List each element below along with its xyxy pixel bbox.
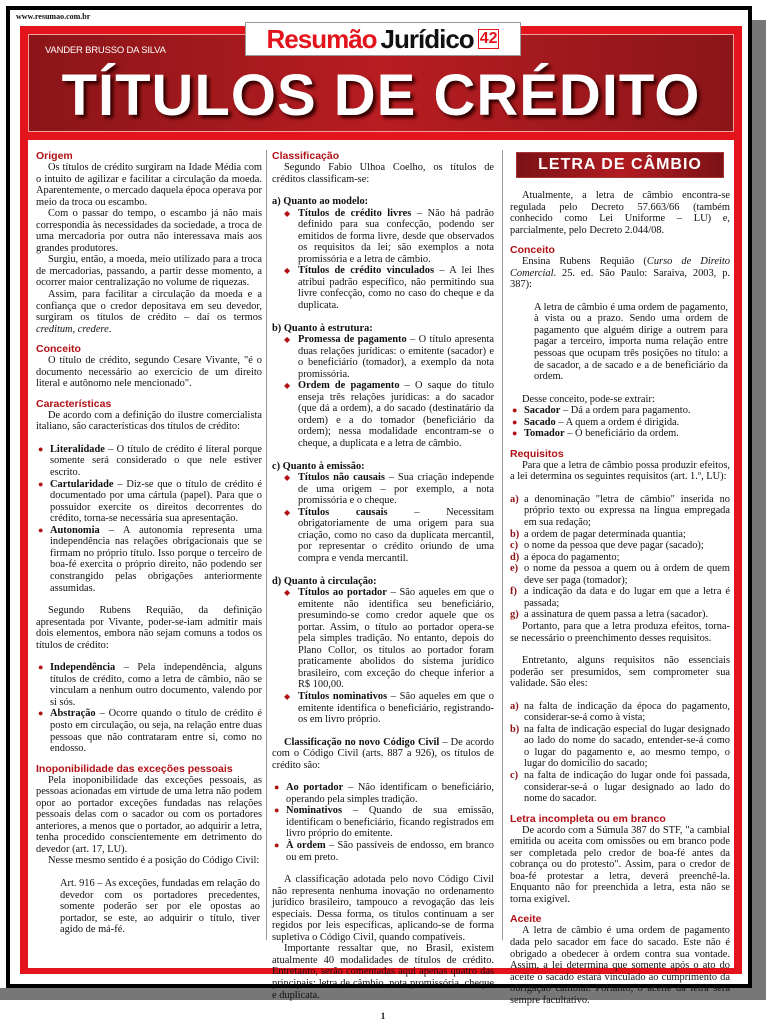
list-item <box>272 472 494 507</box>
bullet-icon: ◆ <box>284 381 291 391</box>
item-text: – Não identificam o beneficiário, operando pela simples tradição. <box>286 782 494 805</box>
list-item <box>272 782 494 805</box>
item-text: a época do pagamento; <box>524 551 620 563</box>
item-term: Títulos causais <box>298 506 388 518</box>
lettered-item <box>510 494 730 529</box>
text-run: Importante ressaltar que, no Brasil, existem atualmente 40 modalidades de títulos de crédito. Entretanto, serão comentadas aqui apenas quatro das principais: letra de câmbio, nota promissória, cheque e duplicata. <box>272 943 494 1001</box>
paragraph <box>272 162 494 185</box>
section-heading: Inoponibilidade das exceções pessoais <box>36 762 233 775</box>
text-run: A letra de câmbio é uma ordem de pagamento dada pelo sacador em face do sacado. Este não é obrigado a obedecer à ordem contra sua vontade. Assim, a lei determina que somente após o ato do aceite o sacado estará vinculado ao cumprimento da obrigação cambial. Portanto, o aceite da letra será sempre facultativo. <box>510 925 730 1006</box>
author-name: VANDER BRUSSO DA SILVA <box>45 45 166 56</box>
item-text: na falta de indicação especial do lugar designado ao lado do nome do sacado, entender-se-á como o lugar do pagamento e, ao mesmo tempo, o lugar do domicílio do sacado; <box>524 723 730 770</box>
lettered-item <box>510 609 730 621</box>
paragraph <box>510 190 730 236</box>
spacer <box>272 185 494 196</box>
item-text: – O título de crédito é literal porque somente será considerado o que nele estiver escrito. <box>50 443 262 479</box>
bullet-icon: ● <box>38 478 44 489</box>
paragraph <box>36 355 262 390</box>
paragraph <box>510 256 730 291</box>
item-term: Títulos não causais <box>298 472 385 484</box>
bullet-icon: ◆ <box>284 208 291 218</box>
lettered-item <box>510 724 730 770</box>
paragraph <box>36 605 262 651</box>
item-term: Autonomia <box>50 524 100 536</box>
item-letter: b) <box>510 528 520 540</box>
item-text: – A lei lhes atribui padrão específico, não permitindo sua livre confecção, como no caso do cheque e da duplicata. <box>298 265 494 312</box>
paragraph <box>36 410 262 433</box>
text-run: Pela inoponibilidade das exceções pessoais, as pessoas acionadas em virtude de uma letra não podem opor ao portador exceções fundadas nas relações pessoais delas com o sacador ou com os portadores anteriores, a menos que o portador, ao adquirir a letra, tenha procedido conscientemente em detrimento do devedor (art. 17, LU). <box>36 774 262 855</box>
item-text: – São aqueles em que o emitente não identifica seu beneficiário, presumindo-se como credor aquele que os portar. Assim, o título ao portador opera-se pela simples tradição. No entanto, depois do Plano Collor, os títulos ao portador foram praticamente abolidos do sistema jurídico brasileiro, com exceção do cheque inferior a R$ 100,00. <box>298 587 494 691</box>
paragraph <box>510 655 730 690</box>
item-text: – Dá a ordem para pagamento. <box>560 405 691 417</box>
item-term: Literalidade <box>50 443 105 455</box>
list-item <box>36 525 262 594</box>
bullet-icon: ● <box>38 524 44 535</box>
item-letter: a) <box>510 493 519 505</box>
text-run: A classificação adotada pelo novo Código Civil não representa nenhuma inovação no ordenamento jurídico brasileiro, tampouco a revogação das leis especiais. Dessa forma, os títulos continuam a ser regidos por leis específicas, aplicando-se de forma supletiva o Código Civil, quando compatíveis. <box>272 874 494 943</box>
text-run: creditum, credere <box>36 323 109 335</box>
page-number: 1 <box>380 1011 386 1022</box>
item-text: – Não há padrão definido para sua confecção, podendo ser emitidos de forma livre, desde que observados os requisitos da lei; são exemplos a nota promissória e a letra de câmbio. <box>298 207 494 265</box>
subheading: d) Quanto à circulação: <box>272 575 377 587</box>
section-title-box: LETRA DE CÂMBIO <box>516 152 724 178</box>
item-text: – O beneficiário da ordem. <box>564 428 679 440</box>
lettered-item <box>510 540 730 552</box>
spacer <box>272 771 494 782</box>
list-item <box>36 662 262 708</box>
paragraph <box>510 825 730 906</box>
list-item <box>272 691 494 726</box>
item-letter: c) <box>510 769 519 781</box>
item-text: – A autonomia representa uma independência nas relações obrigacionais que se firmam no próprio título. Isso porque o terceiro de boa-fé exercita o próprio direito, não podendo ser constrangido pelas obrigações anteriormente assumidas. <box>50 524 262 594</box>
item-text: – Diz-se que o título de crédito é documentado por uma cártula (papel). Para que o possuidor exercite os direitos decorrentes do crédito, torna-se necessária sua apresentação. <box>50 478 262 525</box>
subheading: b) Quanto à estrutura: <box>272 322 373 334</box>
item-text: – Quando de sua emissão, identificam o beneficiário, ficando registrados em livro próprio do emitente. <box>286 805 494 840</box>
content-area <box>28 140 734 1022</box>
brand-logo <box>245 22 521 56</box>
text-run: Com o passar do tempo, o escambo já não mais correspondia às necessidades da sociedade, a troca de uma mercadoria por outra não interessava mais aos grandes produtores. <box>36 208 262 254</box>
text-run: . <box>108 323 112 335</box>
section-heading: Conceito <box>510 244 555 257</box>
bullet-icon: ● <box>512 416 518 427</box>
spacer <box>272 565 494 576</box>
text-run: De acordo com a definição do ilustre comercialista italiano, são características dos títulos de crédito: <box>36 409 262 433</box>
section-heading: Origem <box>36 150 73 162</box>
spacer <box>272 312 494 323</box>
list-item <box>272 380 494 449</box>
item-term: À ordem <box>286 839 326 851</box>
spacer <box>510 690 730 701</box>
spacer <box>272 450 494 461</box>
paragraph <box>510 621 730 644</box>
list-item <box>272 334 494 380</box>
paragraph <box>272 943 494 1001</box>
paragraph <box>36 289 262 335</box>
subheading: c) Quanto à emissão: <box>272 460 365 472</box>
bullet-icon: ◆ <box>284 266 291 276</box>
text-run: O título de crédito, segundo Cesare Vivante, "é o documento necessário ao exercício de um direito literal e autônomo nele mencionado". <box>36 355 262 390</box>
text-run: – De acordo com o Código Civil (arts. 887 a 926), os títulos de crédito são: <box>272 736 494 771</box>
item-letter: g) <box>510 609 519 621</box>
bullet-icon: ◆ <box>284 335 291 345</box>
text-run: Atualmente, a letra de câmbio encontra-se regulada pelo Decreto 57.663/66 (também conhecido como Lei Uniforme – LU) e, parcialmente, pelo Decreto 2.044/08. <box>510 190 730 236</box>
site-url: www.resumao.com.br <box>16 12 91 21</box>
paragraph <box>36 775 262 856</box>
text-run: Entretanto, alguns requisitos não essenciais poderão ser presumidos, sem comprometer sua validade. São eles: <box>510 655 730 690</box>
spacer <box>510 483 730 494</box>
item-text: a ordem de pagar determinada quantia; <box>524 528 686 540</box>
item-text: – Pela independência, alguns títulos de crédito, como a letra de câmbio, não se vinculam a nenhum outro documento, valendo por si sós. <box>50 662 262 708</box>
item-term: Promessa de pagamento <box>298 334 407 346</box>
section-heading: Letra incompleta ou em branco <box>510 812 666 825</box>
item-text: o nome da pessoa a quem ou à ordem de quem deve ser paga (tomador); <box>524 563 730 586</box>
item-term: Títulos de crédito vinculados <box>298 265 435 277</box>
block-quote: Art. 916 – As exceções, fundadas em relação do devedor com os portadores precedentes, somente poderão ser por ele opostas ao portador, se este, ao adquirir o título, tiver agido de má-fé. <box>60 877 260 936</box>
lettered-item <box>510 701 730 724</box>
lettered-item <box>510 770 730 805</box>
lettered-item <box>510 586 730 609</box>
text-run: De acordo com a Súmula 387 do STF, "a cambial emitida ou aceita com omissões ou em branco pode ser completada pelo credor de boa-fé antes da cobrança ou do protesto". Assim, para o credor de boa-fé protestar a letra, deverá preenchê-la. Enquanto não for preenchida a letra, esta não se torna exigível. <box>510 824 730 905</box>
section-heading: Classificação <box>272 150 340 162</box>
text-run: . 25. ed. São Paulo: Saraiva, 2003, p. 387): <box>510 267 730 291</box>
list-item <box>510 417 730 429</box>
item-letter: a) <box>510 700 519 712</box>
spacer <box>36 594 262 605</box>
page-title: TÍTULOS DE CRÉDITO <box>61 63 701 128</box>
text-run: Curso de Direito Comercial <box>510 256 730 279</box>
item-letter: c) <box>510 540 519 552</box>
item-text: na falta de indicação da época do pagamento, considerar-se-á como à vista; <box>524 700 730 724</box>
text-run: Os títulos de crédito surgiram na Idade Média com o intuito de agilizar e facilitar a circulação da moeda. Aparentemente, o mercado daquela época operava por meio da troca ou escambo. <box>36 162 262 208</box>
bullet-icon: ◆ <box>284 691 291 701</box>
lettered-item <box>510 552 730 564</box>
item-text: – Necessitam obrigatoriamente de uma origem para sua criação, como no caso da duplicata mercantil, por representar o crédito oriundo de uma compra e venda mercantil. <box>298 506 494 564</box>
list-item <box>510 405 730 417</box>
text-run: Assim, para facilitar a circulação da moeda e a confiança que o credor depositava em seu devedor, surgiram os títulos de crédito – daí os termos <box>36 289 262 324</box>
spacer <box>510 291 730 302</box>
item-text: a assinatura de quem passa a letra (sacador). <box>524 609 709 621</box>
list-item <box>272 507 494 565</box>
paragraph <box>272 737 494 772</box>
item-term: Sacado <box>524 416 556 428</box>
spacer <box>36 433 262 444</box>
issue-number: 42 <box>479 30 498 47</box>
paragraph <box>36 855 262 867</box>
paragraph <box>510 394 730 406</box>
bullet-icon: ● <box>38 708 44 719</box>
item-text: – O saque do título enseja três relações jurídicas: a do sacador (que dá a ordem), a do sacado (destinatário da ordem) e a do tomador (beneficiário da ordem); nessa modalidade encontram-se o cheque, a duplicata e a letra de câmbio. <box>298 380 494 450</box>
item-term: Cartularidade <box>50 478 114 490</box>
item-term: Independência <box>50 662 116 674</box>
item-term: Ao portador <box>286 782 344 794</box>
bullet-icon: ◆ <box>284 588 291 598</box>
list-item <box>272 208 494 266</box>
bullet-icon: ● <box>512 428 518 439</box>
item-text: – A quem a ordem é dirigida. <box>555 416 680 428</box>
text-run: Segundo Fabio Ulhoa Coelho, os títulos de créditos classificam-se: <box>272 162 494 185</box>
paragraph <box>272 874 494 943</box>
lettered-item <box>510 563 730 586</box>
paragraph <box>510 925 730 1006</box>
text-run: Desse conceito, pode-se extrair: <box>522 393 655 405</box>
page-shadow <box>752 20 766 1000</box>
item-letter: d) <box>510 551 520 563</box>
item-text: a indicação da data e do lugar em que a letra é passada; <box>524 586 730 609</box>
list-item <box>36 444 262 479</box>
item-term: Tomador <box>524 428 565 440</box>
text-run: Ensina Rubens Requião ( <box>522 256 647 268</box>
bullet-icon: ◆ <box>284 507 291 517</box>
text-run: Para que a letra de câmbio possa produzir efeitos, a lei determina os seguintes requisitos (art. 1.º, LU): <box>510 459 730 483</box>
list-item <box>510 428 730 440</box>
item-term: Títulos nominativos <box>298 690 388 702</box>
bullet-icon: ◆ <box>284 473 291 483</box>
item-text: – Sua criação independe de uma origem – por exemplo, a nota promissória e o cheque. <box>298 472 494 507</box>
spacer <box>510 383 730 394</box>
lettered-item <box>510 529 730 541</box>
bullet-icon: ● <box>38 443 44 454</box>
text-run: Nesse mesmo sentido é a posição do Código Civil: <box>48 855 260 867</box>
list-item <box>36 708 262 754</box>
item-term: Títulos ao portador <box>298 587 387 599</box>
block-quote: A letra de câmbio é uma ordem de pagamento, à vista ou a prazo. Sendo uma ordem de pagamento que alguém dirige a outrem para pagar a terceiro, importa numa relação entre pessoas que ocupam três posições no título: a de sacador, a de sacado e a de beneficiário da ordem. <box>534 301 728 383</box>
item-text: – São passíveis de endosso, em branco ou em preto. <box>286 839 494 863</box>
section-heading: Características <box>36 397 112 410</box>
text-run: Surgiu, então, a moeda, meio utilizado para a troca de mercadorias, passando, a partir desse momento, a ocorrer maior centralização no volume de riquezas. <box>36 254 262 289</box>
list-item <box>272 265 494 311</box>
spacer <box>510 644 730 655</box>
item-letter: e) <box>510 563 519 575</box>
column-3 <box>510 150 730 1006</box>
section-heading: Conceito <box>36 343 81 356</box>
brand-red: Resumão <box>266 24 377 54</box>
item-text: – São aqueles em que o emitente identifica o beneficiário, registrando-os em livro próprio. <box>298 690 494 726</box>
list-item <box>36 479 262 525</box>
list-item <box>272 805 494 840</box>
subheading: a) Quanto ao modelo: <box>272 196 369 208</box>
item-text: a denominação "letra de câmbio" inserida no próprio texto ou expressa na língua empregada em sua redação; <box>524 493 730 529</box>
list-item <box>272 587 494 691</box>
column-divider <box>266 150 267 940</box>
item-term: Títulos de crédito livres <box>298 207 412 219</box>
text-run: Portanto, para que a letra produza efeitos, torna-se necessário o preenchimento desses requisitos. <box>510 620 730 644</box>
bullet-icon: ● <box>512 405 518 416</box>
column-divider <box>502 150 503 940</box>
text-run: Classificação no novo Código Civil <box>284 736 440 748</box>
bullet-icon: ● <box>274 839 280 850</box>
column-2 <box>272 150 494 1022</box>
paragraph <box>510 460 730 483</box>
section-heading: Requisitos <box>510 447 564 460</box>
paragraph <box>36 254 262 289</box>
item-text: – Ocorre quando o título de crédito é posto em circulação, ou seja, na relação entre duas pessoas que não contrataram entre si, como no endosso. <box>50 708 262 755</box>
spacer <box>36 651 262 662</box>
item-letter: b) <box>510 723 520 735</box>
column-1 <box>36 150 262 936</box>
paragraph <box>36 208 262 254</box>
item-term: Ordem de pagamento <box>298 380 400 392</box>
bullet-icon: ● <box>38 662 44 673</box>
item-text: na falta de indicação do lugar onde foi passada, considerar-se-á o lugar designado ao lado do nome do sacador. <box>524 769 730 805</box>
item-text: o nome da pessoa que deve pagar (sacado); <box>524 540 704 552</box>
bullet-icon: ● <box>274 782 280 793</box>
paragraph <box>36 162 262 208</box>
item-term: Abstração <box>50 708 96 720</box>
item-term: Sacador <box>524 405 561 417</box>
item-term: Nominativos <box>286 805 342 817</box>
section-heading: Aceite <box>510 913 542 926</box>
spacer <box>36 867 262 878</box>
list-item <box>272 840 494 863</box>
item-letter: f) <box>510 586 517 598</box>
spacer <box>272 726 494 737</box>
item-text: – O título apresenta duas relações jurídicas: o emitente (sacador) e o beneficiário (tomador), a exemplo da nota promissória. <box>298 334 495 380</box>
spacer <box>272 863 494 874</box>
bullet-icon: ● <box>274 805 280 816</box>
text-run: Segundo Rubens Requião, da definição apresentada por Vivante, poder-se-iam admitir mais dois elementos, embora não sejam comuns a todos os títulos de crédito: <box>36 605 262 651</box>
brand-black: Jurídico <box>380 24 474 54</box>
